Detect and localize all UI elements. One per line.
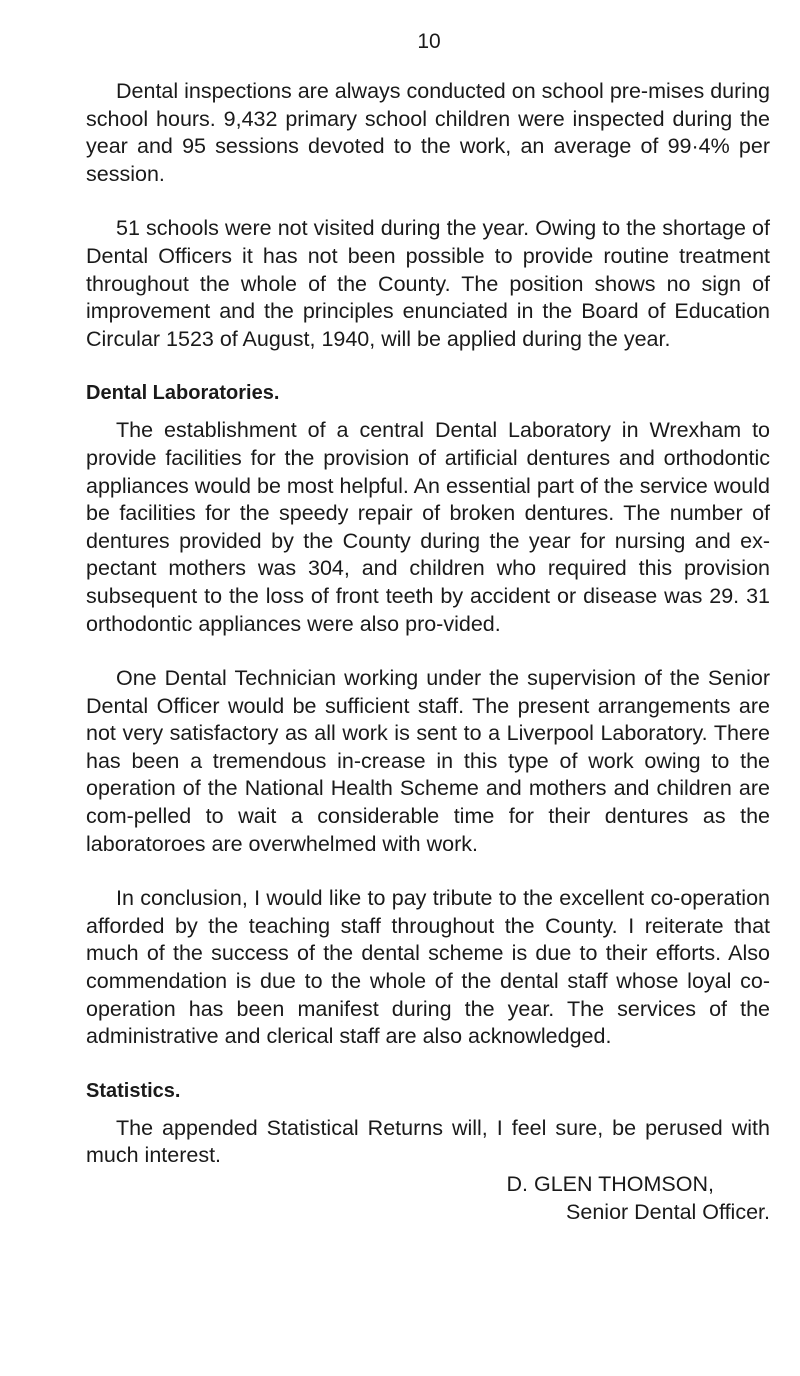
signature-name: D. GLEN THOMSON,: [506, 1172, 714, 1196]
document-page: [86, 30, 770, 1226]
heading-dental-laboratories: Dental Laboratories.: [86, 382, 280, 405]
paragraph-schools-not-visited: 51 schools were not visited during the year. Owing to the shortage of Dental Officers it has not been possible to provide routine treatment throughout the whole of the County. The position shows no sign of improvement and the principles enunciated in the Board of Education Circular 1523 of August, 1940, will be applied during the year.: [86, 216, 770, 351]
signature-title: Senior Dental Officer.: [566, 1200, 770, 1224]
paragraph-dental-technician: One Dental Technician working under the supervision of the Senior Dental Officer would be sufficient staff. The present arrangements are not very satisfactory as all work is sent to a Liverpool Laboratory. There has been a tremendous in-crease in this type of work owing to the operation of the National Health Scheme and mothers and children are com-pelled to wait a considerable time for their dentures as the laboratoroes are overwhelmed with work.: [86, 666, 770, 856]
page-number: 10: [417, 30, 441, 53]
paragraph-statistical-returns: The appended Statistical Returns will, I feel sure, be perused with much interest.: [86, 1115, 770, 1168]
paragraph-central-laboratory: The establishment of a central Dental Laboratory in Wrexham to provide facilities for the provision of artificial dentures and orthodontic appliances would be most helpful. An essential part of the service would be facilities for the speedy repair of broken dentures. The number of dentures provided by the County during the year for nursing and ex-pectant mothers was 304, and children who required this provision subsequent to the loss of front teeth by accident or disease was 29. 31 orthodontic appliances were also pro-vided.: [86, 418, 770, 636]
heading-statistics: Statistics.: [86, 1079, 181, 1102]
paragraph-dental-inspections: Dental inspections are always conducted on school pre-mises during school hours. 9,432 primary school children were inspected during the year and 95 sessions devoted to the work, an average of 99·4% per session.: [86, 79, 770, 186]
signature-block: [86, 1170, 770, 1226]
paragraph-conclusion: In conclusion, I would like to pay tribute to the excellent co-operation afforded by the teaching staff throughout the County. I reiterate that much of the success of the dental scheme is due to their efforts. Also commendation is due to the whole of the dental staff whose loyal co-operation has been manifest during the year. The services of the administrative and clerical staff are also acknowledged.: [86, 886, 770, 1049]
